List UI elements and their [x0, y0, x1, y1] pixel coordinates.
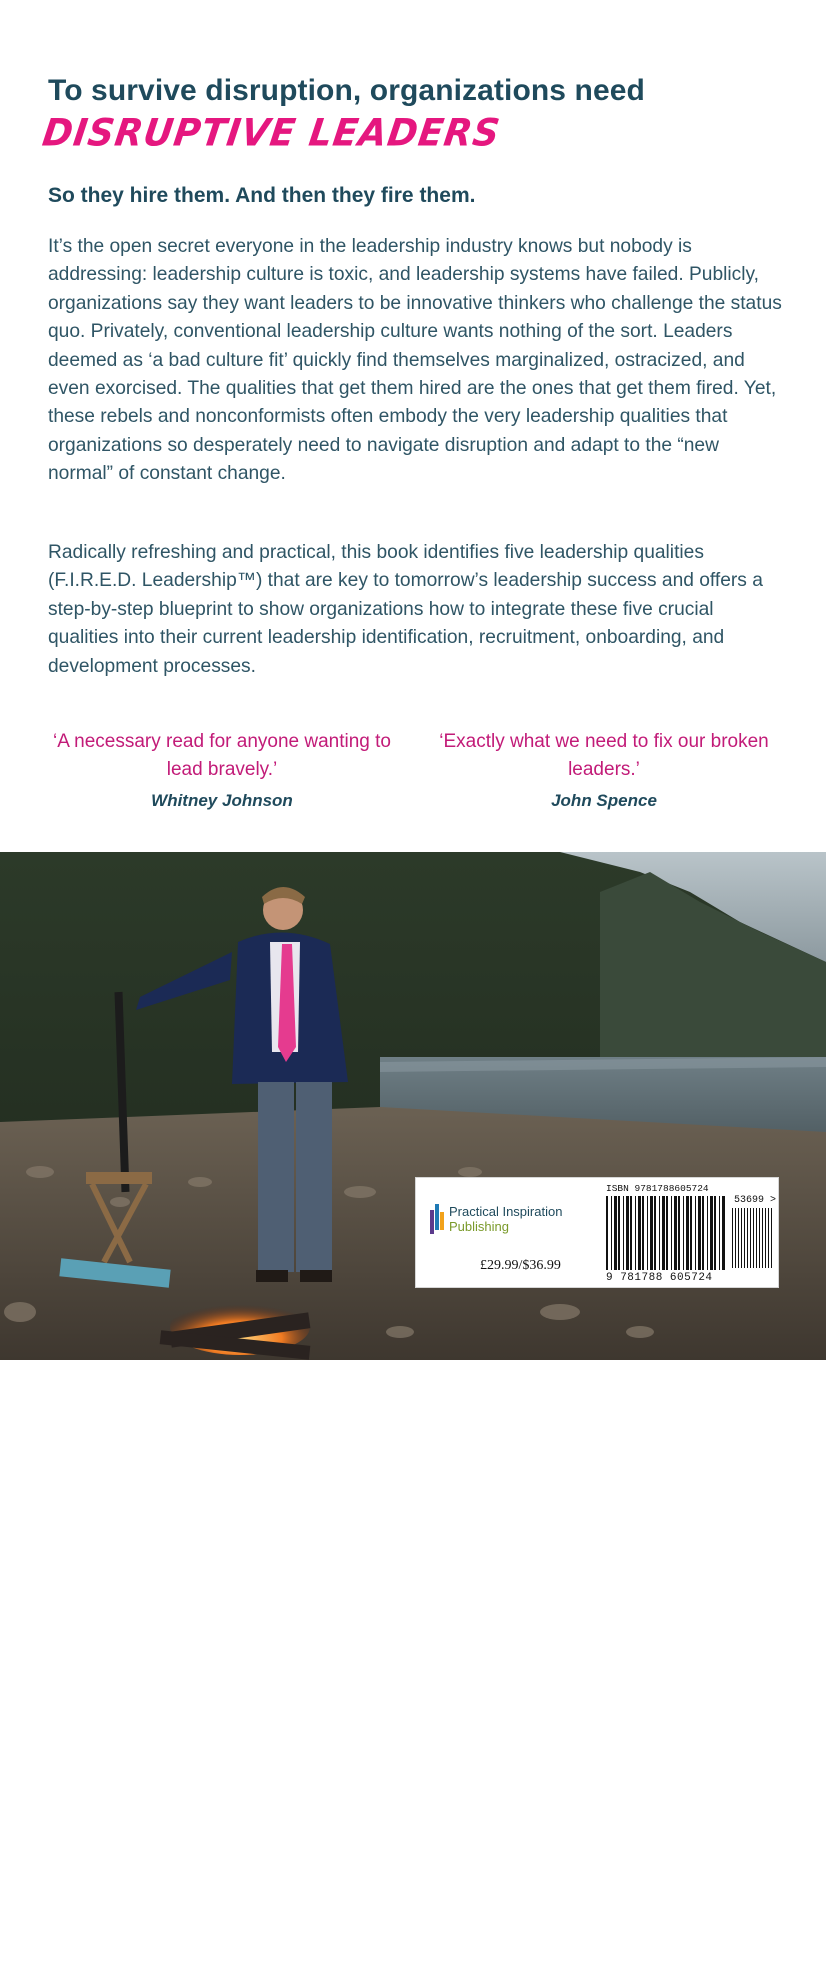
barcode-bar [719, 1196, 720, 1270]
publisher-name-line2: Publishing [449, 1219, 509, 1234]
barcode-bar [722, 1196, 725, 1270]
barcode-bar [666, 1196, 668, 1270]
barcode-bar [618, 1196, 620, 1270]
barcode-bar [606, 1196, 608, 1270]
subhead: So they hire them. And then they fire them. [48, 184, 476, 207]
addon-barcode [732, 1208, 774, 1268]
price-addon-code: 53699 > [734, 1195, 777, 1206]
barcode-bar [659, 1196, 660, 1270]
addon-bar [738, 1208, 739, 1268]
endorsement-quote-2: ‘Exactly what we need to fix our broken leaders.’ [439, 731, 769, 780]
publisher-logo-icon [430, 1204, 446, 1234]
barcode-bar [707, 1196, 708, 1270]
addon-bar [750, 1208, 751, 1268]
author-blurb-lead: Leadership maverick [415, 1771, 601, 1793]
headline-accent: DISRUPTIVE LEADERS [39, 112, 503, 156]
barcode-bar [654, 1196, 656, 1270]
addon-bar [735, 1208, 736, 1268]
addon-bar [771, 1208, 772, 1268]
back-cover-text-area [0, 0, 826, 852]
endorsement-author-1: Whitney Johnson [151, 791, 293, 810]
barcode-bar [626, 1196, 629, 1270]
barcode-bar [710, 1196, 713, 1270]
barcode-bar [671, 1196, 672, 1270]
barcode-bar [614, 1196, 617, 1270]
addon-bar [756, 1208, 757, 1268]
addon-bar [759, 1208, 760, 1268]
barcode-bar [623, 1196, 624, 1270]
isbn-label: ISBN 9781788605724 [606, 1183, 709, 1194]
barcode-bar [702, 1196, 704, 1270]
barcode-bar [638, 1196, 641, 1270]
addon-bar [747, 1208, 748, 1268]
headline: To survive disruption, organizations need [48, 74, 645, 107]
barcode-bar [678, 1196, 680, 1270]
price: £29.99/$36.99 [480, 1258, 561, 1273]
barcode-bar [611, 1196, 612, 1270]
barcode-bar [662, 1196, 665, 1270]
barcode-bar [690, 1196, 692, 1270]
barcode-bar [647, 1196, 648, 1270]
barcode-bar [642, 1196, 644, 1270]
barcode-bar [698, 1196, 701, 1270]
barcode-bar [650, 1196, 653, 1270]
publisher-name: Practical Inspiration [449, 1204, 563, 1219]
endorsement-quote-1: ‘A necessary read for anyone wanting to lead bravely.’ [53, 731, 391, 780]
description-paragraph-2: Radically refreshing and practical, this book identifies five leadership qualities (F.I.R.E.D. Leadership™) that are key to tomorrow’s leadership success and offers a step-by-step blueprint to show organizations how to integrate these five crucial qualities into their current leadership identification, recruitment, onboarding, and development processes. [48, 542, 763, 677]
addon-bar [744, 1208, 745, 1268]
addon-bar [762, 1208, 763, 1268]
author-blurb [415, 1768, 795, 1970]
barcode-bar [714, 1196, 716, 1270]
barcode-bar [674, 1196, 677, 1270]
barcode-digits: 9 781788 605724 [606, 1272, 713, 1284]
addon-bar [753, 1208, 754, 1268]
endorsement-author-2: John Spence [551, 791, 657, 810]
description-paragraph-1: It’s the open secret everyone in the leadership industry knows but nobody is addressing: leadership culture is toxic, and leadership systems have failed. Publicly, organizations say they want leaders to be innovative thinkers who challenge the status quo. Privately, conventional leadership culture wants nothing of the sort. Leaders deemed as ‘a bad culture fit’ quickly find themselves marginalized, ostracized, and even exorcised. The qualities that get them hired are the ones that get them fired. Yet, these rebels and nonconformists often embody the very leadership qualities that organizations so desperately need to navigate disruption and adapt to the “new normal” of constant change. [48, 236, 782, 485]
barcode-bar [686, 1196, 689, 1270]
barcode-bar [635, 1196, 636, 1270]
isbn-barcode [606, 1196, 726, 1270]
author-name: Paul McCarthy [600, 1771, 736, 1793]
addon-bar [741, 1208, 742, 1268]
barcode-bar [630, 1196, 632, 1270]
barcode-panel [415, 1177, 779, 1288]
author-blurb-rest: shows organizations how to reframe how they view their troublemakers, agitators, rebels, oddballs and shit-stirrers – to see the hidden leadership qualities driving those behaviors, and why they need them so desperately. [415, 1799, 795, 1966]
addon-bar [768, 1208, 769, 1268]
addon-bar [765, 1208, 766, 1268]
addon-bar [732, 1208, 733, 1268]
barcode-bar [683, 1196, 684, 1270]
barcode-bar [695, 1196, 696, 1270]
